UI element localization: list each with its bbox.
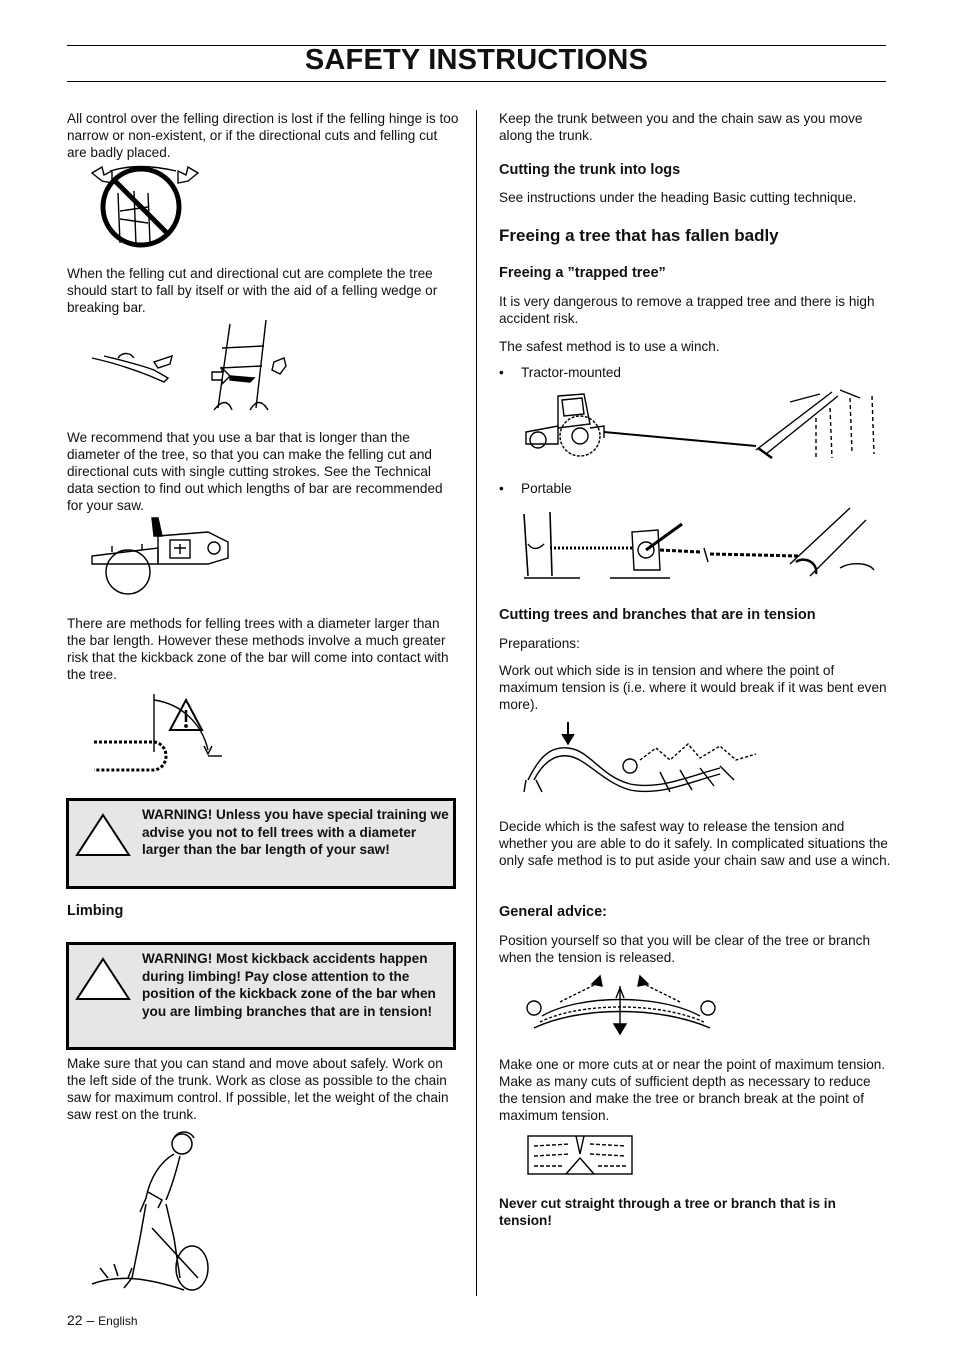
illustration-cuts-log-icon <box>526 1130 636 1180</box>
warning-text-large-trees: WARNING! Unless you have special training we advise you not to fell trees with a diameter larger than the bar length of your saw! <box>142 807 449 857</box>
bullet-portable: • Portable <box>499 481 572 496</box>
heading-tension: Cutting trees and branches that are in tension <box>499 607 816 623</box>
right-paragraph-preparations: Preparations: <box>499 636 580 651</box>
warning-box-large-trees <box>66 798 456 889</box>
right-paragraph-winch: The safest method is to use a winch. <box>499 339 720 354</box>
illustration-kickback-zone-icon <box>90 690 230 780</box>
page-footer <box>67 1312 138 1328</box>
left-paragraph-bar-length: We recommend that you use a bar that is longer than the diameter of the tree, so that you can make the felling cut and directional cuts with single cutting strokes. See the Technical data section to find out which lengths of bar are recommended for your saw. <box>67 430 443 513</box>
header-bottom-rule <box>67 81 886 82</box>
warning-triangle-icon <box>75 957 131 1001</box>
warning-triangle-icon <box>75 813 131 857</box>
column-divider <box>476 110 477 1296</box>
bullet-tractor-mounted: • Tractor-mounted <box>499 365 621 380</box>
warning-box-limbing <box>66 942 456 1050</box>
left-paragraph-stand-safely: Make sure that you can stand and move about safely. Work on the left side of the trunk. Work as close as possible to the chain saw for maximum control. If possible, let the weight of the chain saw rest on the trunk. <box>67 1056 449 1122</box>
left-paragraph-methods: There are methods for felling trees with a diameter larger than the bar length. However these methods involve a much greater risk that the kickback zone of the bar will come into contact with the tree. <box>67 616 449 682</box>
warning-text-limbing: WARNING! Most kickback accidents happen during limbing! Pay close attention to the position of the kickback zone of the bar when you are limbing branches that are in tension! <box>142 951 436 1019</box>
heading-freeing-tree: Freeing a tree that has fallen badly <box>499 226 779 245</box>
illustration-no-hinge-icon <box>90 163 205 251</box>
footer-language: English <box>98 1314 138 1328</box>
heading-cutting-logs: Cutting the trunk into logs <box>499 162 681 178</box>
page-number: 22 – <box>67 1312 95 1328</box>
heading-limbing: Limbing <box>67 903 124 919</box>
right-paragraph-keep-trunk: Keep the trunk between you and the chain saw as you move along the trunk. <box>499 111 863 143</box>
right-paragraph-logs: See instructions under the heading Basic cutting technique. <box>499 190 857 205</box>
heading-trapped-tree: Freeing a ”trapped tree” <box>499 265 666 281</box>
illustration-branch-tension-icon <box>520 720 760 802</box>
right-paragraph-dangerous: It is very dangerous to remove a trapped tree and there is high accident risk. <box>499 294 875 326</box>
illustration-chainsaw-bar-icon <box>88 514 238 596</box>
illustration-tension-release-icon <box>520 972 720 1044</box>
illustration-portable-winch-icon <box>520 504 882 584</box>
left-paragraph-falling: When the felling cut and directional cut are complete the tree should start to fall by itself or with the aid of a felling wedge or breaking bar. <box>67 266 438 315</box>
right-paragraph-work-out: Work out which side is in tension and where the point of maximum tension is (i.e. where it would break if it was bent even more). <box>499 663 887 712</box>
illustration-tractor-winch-icon <box>520 388 882 464</box>
left-paragraph-hinge: All control over the felling direction is lost if the felling hinge is too narrow or non-existent, or if the directional cuts and felling cut are badly placed. <box>67 111 459 160</box>
right-paragraph-never-cut: Never cut straight through a tree or branch that is in tension! <box>499 1196 836 1228</box>
page-title: SAFETY INSTRUCTIONS <box>304 44 649 76</box>
illustration-wedge-and-bar-icon <box>90 318 300 414</box>
illustration-limbing-person-icon <box>88 1128 220 1296</box>
heading-general-advice: General advice: <box>499 904 607 920</box>
right-paragraph-decide: Decide which is the safest way to release the tension and whether you are able to do it safely. In complicated situations the only safe method is to put aside your chain saw and use a winch. <box>499 819 891 868</box>
right-paragraph-make-cuts: Make one or more cuts at or near the point of maximum tension. Make as many cuts of sufficient depth as necessary to reduce the tension and make the tree or branch break at the point of maximum tension. <box>499 1057 886 1123</box>
right-paragraph-position: Position yourself so that you will be clear of the tree or branch when the tension is released. <box>499 933 871 965</box>
